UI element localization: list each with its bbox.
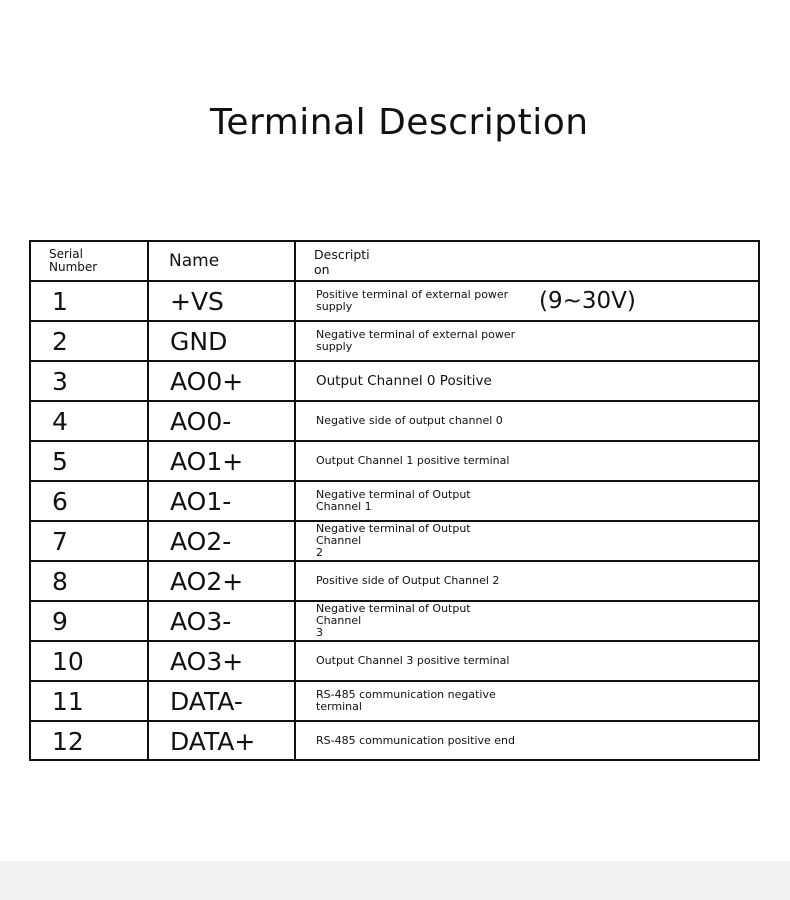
row-description: Negative terminal of Output Channel 1 [316,488,471,513]
table-row [31,322,758,362]
row-serial: 1 [52,286,68,316]
row-description: RS-485 communication positive end [316,734,516,747]
row-serial: 3 [52,366,68,396]
row-name: AO3- [170,606,232,636]
row-name: AO3+ [170,646,244,676]
row-serial: 8 [52,566,68,596]
row-name: AO2- [170,526,232,556]
row-serial: 9 [52,606,68,636]
table-row [31,282,758,322]
terminal-table [29,240,760,761]
row-serial: 5 [52,446,68,476]
row-name: DATA+ [170,726,256,756]
row-description: Negative terminal of external power supply [316,328,516,353]
header-description: Descripti on [314,247,370,277]
row-description: Negative terminal of Output Channel 3 [316,602,471,639]
table-row [31,682,758,722]
row-name: AO2+ [170,566,244,596]
row-description: Positive side of Output Channel 2 [316,574,500,587]
row-serial: 11 [52,686,84,716]
row-serial: 10 [52,646,84,676]
table-row [31,482,758,522]
row-name: DATA- [170,686,243,716]
table-row [31,642,758,682]
row-serial: 12 [52,726,84,756]
table-row [31,362,758,402]
row-serial: 4 [52,406,68,436]
row-name: +VS [170,286,224,316]
header-serial-number: Serial Number [49,247,98,274]
row-name: AO1+ [170,446,244,476]
table-row [31,522,758,562]
row-description: Positive terminal of external power supply [316,288,509,313]
voltage-range-note: (9~30V) [539,288,636,314]
row-name: AO0+ [170,366,244,396]
table-row [31,722,758,762]
row-description: Negative terminal of Output Channel 2 [316,522,471,559]
row-name: GND [170,326,228,356]
footer-band [0,861,790,900]
row-name: AO0- [170,406,232,436]
table-row [31,602,758,642]
header-name: Name [169,251,220,271]
row-description: Output Channel 0 Positive [316,373,492,389]
table-row [31,442,758,482]
table-row [31,402,758,442]
page-title: Terminal Description [210,102,589,143]
row-description: Negative side of output channel 0 [316,414,503,427]
row-name: AO1- [170,486,232,516]
row-description: Output Channel 3 positive terminal [316,654,510,667]
table-header-row [31,242,758,282]
row-serial: 2 [52,326,68,356]
row-description: RS-485 communication negative terminal [316,688,496,713]
row-description: Output Channel 1 positive terminal [316,454,510,467]
row-serial: 7 [52,526,68,556]
table-row [31,562,758,602]
row-serial: 6 [52,486,68,516]
